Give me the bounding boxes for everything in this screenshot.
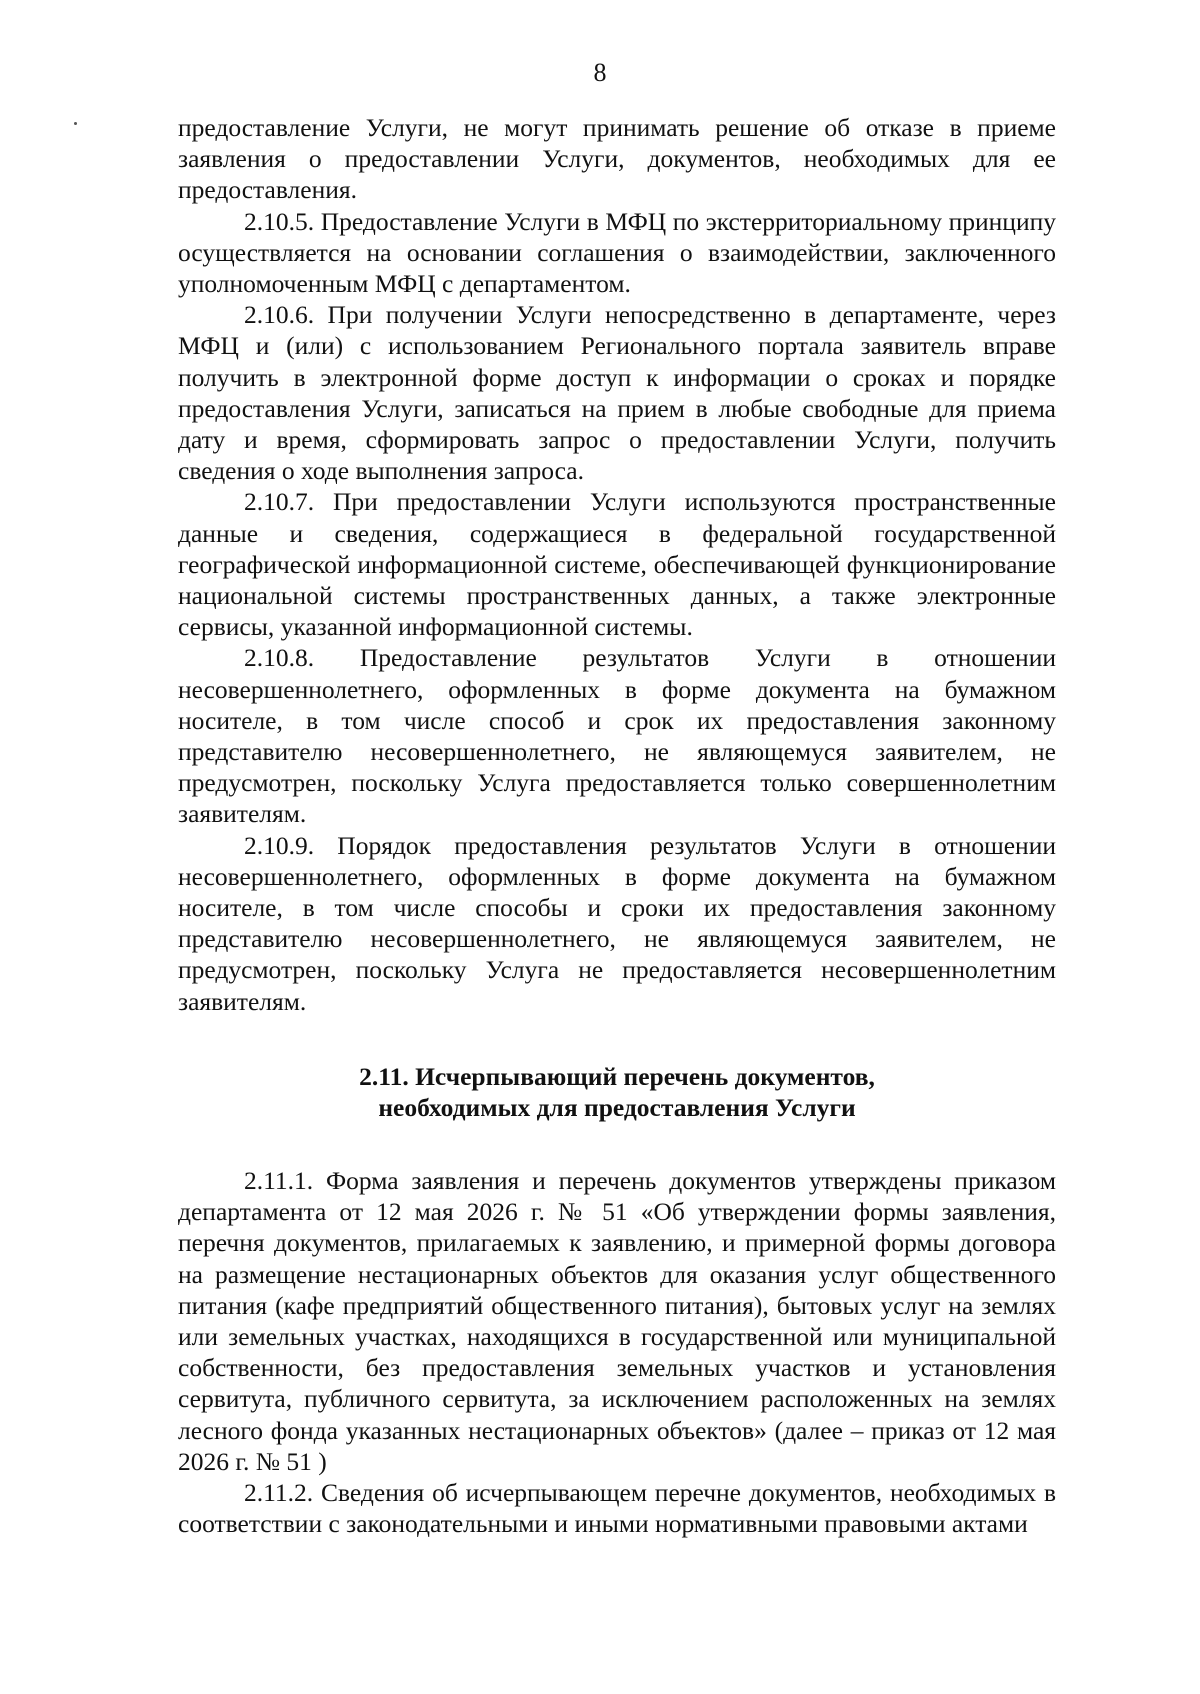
- paragraph-2-10-9: 2.10.9. Порядок предоставления результатов Услуги в отношении несовершеннолетнего, оформленных в форме документа на бумажном носителе, в том числе способы и сроки их предоставления законному представителю несовершеннолетнего, не являющемуся заявителем, не предусмотрен, поскольку Услуга не предоставляется несовершеннолетним заявителям.: [178, 830, 1056, 1016]
- page-number: 8: [593, 58, 607, 87]
- paragraph-2-11-1: 2.11.1. Форма заявления и перечень документов утверждены приказом департамента от 12 мая 2026 г. № 51 «Об утверждении формы заявления, перечня документов, прилагаемых к заявлению, и примерной формы договора на размещение нестационарных объектов для оказания услуг общественного питания (кафе предприятий общественного питания), бытовых услуг на землях или земельных участках, находящихся в государственной или муниципальной собственности, без предоставления земельных участков и установления сервитута, публичного сервитута, за исключением расположенных на землях лесного фонда указанных нестационарных объектов» (далее – приказ от 12 мая 2026 г. № 51 ): [178, 1165, 1056, 1476]
- section-heading-2-11: [178, 1061, 1056, 1124]
- paragraph-2-10-5: 2.10.5. Предоставление Услуги в МФЦ по экстерриториальному принципу осуществляется на основании соглашения о взаимодействии, заключенного уполномоченным МФЦ с департаментом.: [178, 206, 1056, 299]
- paragraph-2-10-6: 2.10.6. При получении Услуги непосредственно в департаменте, через МФЦ и (или) с использованием Регионального портала заявитель вправе получить в электронной форме доступ к информации о сроках и порядке предоставления Услуги, записаться на прием в любые свободные для приема дату и время, сформировать запрос о предоставлении Услуги, получить сведения о ходе выполнения запроса.: [178, 300, 1056, 486]
- paragraph-2-10-8: 2.10.8. Предоставление результатов Услуги в отношении несовершеннолетнего, оформленных в форме документа на бумажном носителе, в том числе способ и срок их предоставления законному представителю несовершеннолетнего, не являющемуся заявителем, не предусмотрен, поскольку Услуга предоставляется только совершеннолетним заявителям.: [178, 643, 1056, 829]
- section-heading-line-2: необходимых для предоставления Услуги: [378, 1093, 856, 1123]
- paragraph-continuation: предоставление Услуги, не могут принимать решение об отказе в приеме заявления о предоставлении Услуги, документов, необходимых для ее предоставления.: [178, 113, 1056, 205]
- paragraph-2-11-2: 2.11.2. Сведения об исчерпывающем перечне документов, необходимых в соответствии с законодательными и иными нормативными правовыми актами: [178, 1477, 1056, 1539]
- section-heading-line-1: 2.11. Исчерпывающий перечень документов,: [359, 1061, 875, 1091]
- scan-speck: [74, 122, 77, 125]
- document-body: [178, 112, 1056, 1539]
- paragraph-2-10-7: 2.10.7. При предоставлении Услуги используются пространственные данные и сведения, содержащиеся в федеральной государственной географической информационной системе, обеспечивающей функционирование национальной системы пространственных данных, а также электронные сервисы, указанной информационной системы.: [178, 487, 1056, 642]
